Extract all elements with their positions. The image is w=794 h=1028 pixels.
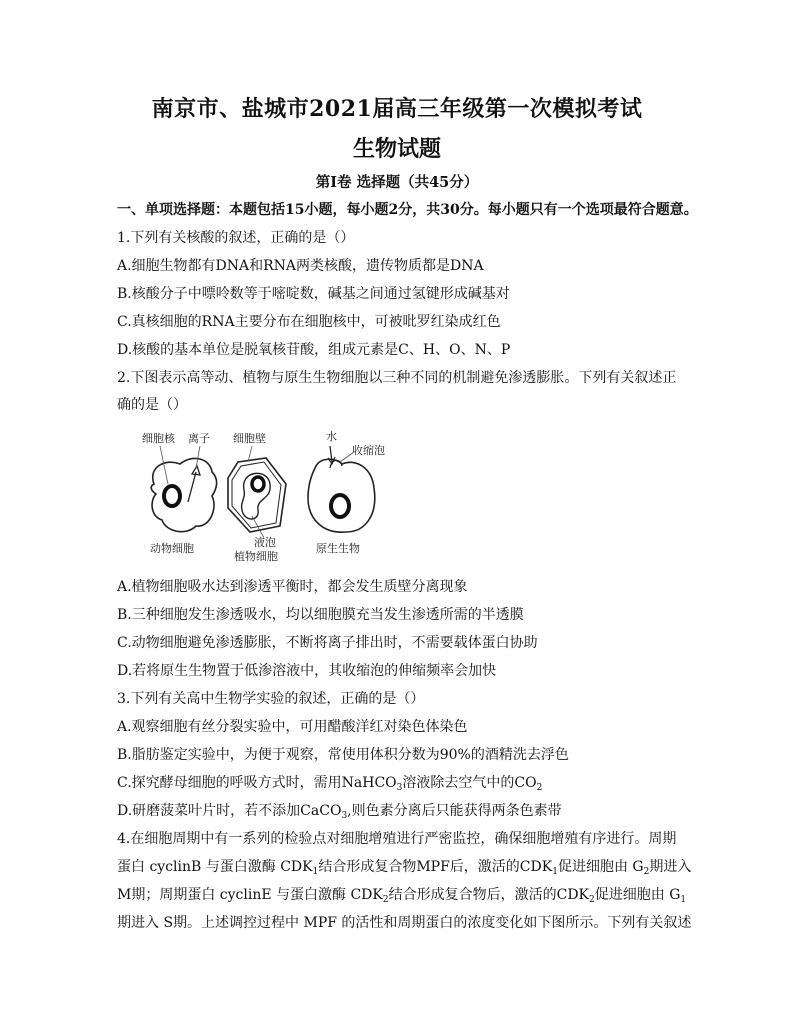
cell-osmosis-figure (140, 428, 400, 570)
plant-cell-wall (228, 458, 286, 532)
animal-cell-membrane (151, 458, 216, 531)
plant-cell-wall-inner (232, 462, 281, 528)
q2-option-a: A.植物细胞吸水达到渗透平衡时，都会发生质壁分离现象 (117, 579, 468, 595)
label-water: 水 (326, 430, 337, 443)
q3-stem: 3.下列有关高中生物学实验的叙述，正确的是（） (117, 691, 425, 707)
q4-line4: 期进入 S期。上述调控过程中 MPF 的活性和周期蛋白的浓度变化如下图所示。下列有关叙述 (117, 915, 692, 931)
q4-line2: 蛋白 cyclinB 与蛋白激酶 $CDK_1$结合形成复合物MPF后，激活的$CDK_1$促进细胞由 $G_2$期进入 (117, 859, 692, 877)
q3-option-a: A.观察细胞有丝分裂实验中，可用醋酸洋红对染色体染色 (117, 719, 468, 735)
part-heading: 第Ⅰ卷 选择题（共45分） (315, 174, 479, 191)
q1-option-c: C.真核细胞的RNA主要分布在细胞核中，可被吡罗红染成红色 (117, 314, 501, 330)
q3-option-b: B.脂肪鉴定实验中，为便于观察，常使用体积分数为90%的酒精洗去浮色 (117, 747, 569, 763)
q3-option-d: D.研磨菠菜叶片时，若不添加CaCO$_3$,则色素分离后只能获得两条色素带 (117, 803, 562, 821)
q2-option-c: C.动物细胞避免渗透膨胀，不断将离子排出时，不需要载体蛋白协助 (117, 635, 538, 651)
q3-option-c: C.探究酵母细胞的呼吸方式时，需用NaHCO$_3$溶液除去空气中的$CO_2$ (117, 775, 543, 793)
cell-diagram-svg (140, 428, 400, 570)
q4-line1: 4.在细胞周期中有一系列的检验点对细胞增殖进行严密监控，确保细胞增殖有序进行。周期 (117, 831, 677, 847)
exam-subtitle: 生物试题 (352, 136, 441, 162)
animal-nucleus (164, 486, 180, 506)
label-plant-cell: 植物细胞 (234, 550, 278, 563)
label-vacuole: 液泡 (254, 536, 276, 549)
q2-option-b: B.三种细胞发生渗透吸水，均以细胞膜充当发生渗透所需的半透膜 (117, 607, 524, 623)
q1-option-d: D.核酸的基本单位是脱氧核苷酸，组成元素是C、H、O、N、P (117, 342, 511, 358)
plant-nucleus (252, 477, 264, 491)
plant-vacuole (242, 473, 271, 519)
label-nucleus: 细胞核 (142, 432, 175, 445)
label-ion: 离子 (188, 432, 210, 445)
q2-stem-line2: 确的是（） (117, 397, 187, 413)
label-animal-cell: 动物细胞 (150, 542, 194, 555)
section-heading: 一、单项选择题：本题包括15小题，每小题2分，共30分。每小题只有一个选项最符合题意。 (117, 202, 698, 218)
q2-option-d: D.若将原生生物置于低渗溶液中，其收缩泡的伸缩频率会加快 (117, 663, 497, 679)
q4-line3: M期；周期蛋白 cyclinE 与蛋白激酶 $CDK_2$结合形成复合物后，激活的$CDK_2$促进细胞由 $G_1$ (117, 887, 687, 905)
protist-nucleus (331, 495, 349, 517)
q1-option-b: B.核酸分子中嘌呤数等于嘧啶数，碱基之间通过氢键形成碱基对 (117, 286, 510, 302)
q1-option-a: A.细胞生物都有DNA和RNA两类核酸，遗传物质都是DNA (117, 258, 484, 274)
q2-stem-line1: 2.下图表示高等动、植物与原生生物细胞以三种不同的机制避免渗透膨胀。下列有关叙述正 (117, 370, 677, 386)
q1-stem: 1.下列有关核酸的叙述，正确的是（） (117, 230, 355, 246)
label-protist: 原生生物 (316, 542, 360, 555)
ion-arrow (188, 472, 196, 502)
ion-leader (196, 446, 200, 468)
label-contractile-vacuole: 收缩泡 (352, 444, 385, 457)
vacuole-contract-leader (340, 452, 354, 462)
label-cell-wall: 细胞壁 (233, 432, 266, 445)
exam-title: 南京市、盐城市2021届高三年级第一次模拟考试 (151, 96, 643, 122)
